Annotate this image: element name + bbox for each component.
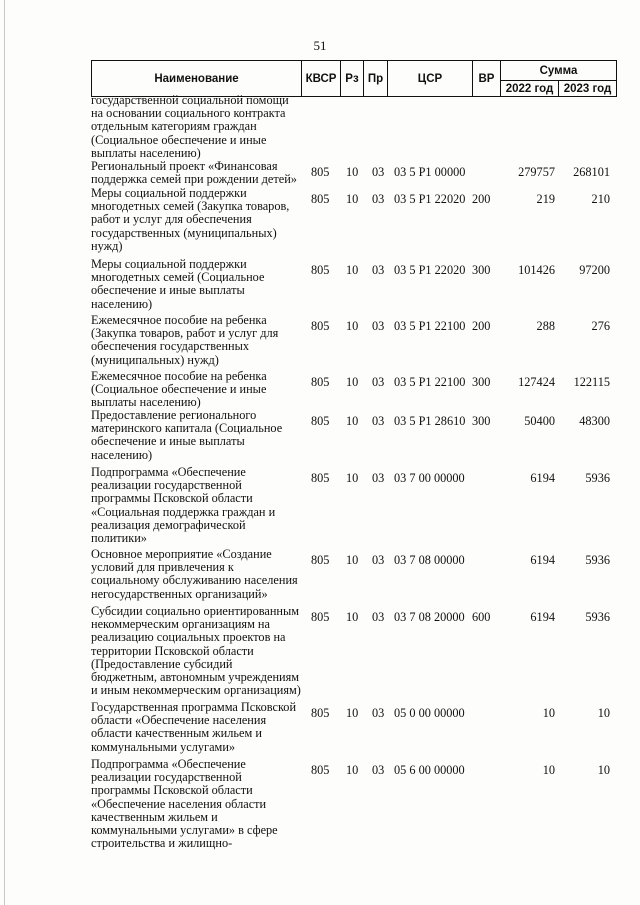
- row-name-line: Подпрограмма «Обеспечение: [91, 757, 246, 771]
- row-name-line: политики»: [91, 531, 147, 546]
- cell-vr: 200: [472, 192, 491, 206]
- row-name: [91, 187, 299, 253]
- row-name: [91, 160, 299, 186]
- cell-rz: 10: [346, 553, 359, 567]
- cell-rz: 10: [346, 763, 359, 777]
- cell-s2022: 101426: [518, 263, 555, 277]
- page-number: 51: [313, 38, 327, 53]
- row-name-line: реализации государственной: [91, 478, 242, 493]
- cell-rz: 10: [346, 319, 359, 333]
- row-name-line: программы Псковской области: [91, 783, 253, 798]
- row-name-line: государственных (муниципальных): [91, 225, 277, 240]
- row-name-line: Субсидии социально ориентированным: [91, 604, 300, 618]
- cell-csr: 05 0 00 00000: [394, 706, 465, 720]
- header-2022: 2022 год: [500, 80, 559, 97]
- cell-kvsr: 805: [311, 763, 330, 777]
- row-name-line: территории Псковской области: [91, 643, 254, 658]
- row-name-line: реализация демографической: [91, 517, 246, 532]
- row-name: [91, 466, 299, 545]
- cell-pr: 03: [372, 375, 385, 389]
- row-name-line: Ежемесячное пособие на ребенка: [91, 313, 267, 327]
- cell-s2023: 276: [591, 319, 610, 333]
- cell-s2023: 5936: [585, 471, 610, 485]
- row-name-line: обеспечение и иные выплаты: [91, 283, 245, 298]
- row-name-line: государственной социальной помощи: [91, 93, 289, 107]
- row-name: [91, 701, 299, 754]
- cell-csr: 03 5 Р1 22020: [394, 263, 466, 277]
- row-name: [91, 758, 299, 850]
- cell-pr: 03: [372, 263, 385, 277]
- header-2023: 2023 год: [558, 80, 617, 97]
- row-name-line: Государственная программа Псковской: [91, 700, 297, 714]
- cell-pr: 03: [372, 610, 385, 624]
- cell-vr: 300: [472, 414, 491, 428]
- row-name-line: негосударственных организаций»: [91, 586, 268, 601]
- header-sum: Сумма: [500, 60, 617, 81]
- cell-s2022: 50400: [524, 414, 555, 428]
- cell-s2022: 6194: [530, 553, 555, 567]
- row-name-line: населению): [91, 447, 153, 462]
- cell-csr: 03 7 08 00000: [394, 553, 465, 567]
- row-name-line: Предоставление регионального: [91, 408, 257, 422]
- cell-kvsr: 805: [311, 553, 330, 567]
- row-name-line: на основании социального контракта: [91, 106, 286, 121]
- row-name-line: многодетных семей (Закупка товаров,: [91, 199, 290, 214]
- cell-kvsr: 805: [311, 471, 330, 485]
- cell-rz: 10: [346, 414, 359, 428]
- row-name-line: «Социальная поддержка граждан и: [91, 504, 276, 519]
- cell-pr: 03: [372, 192, 385, 206]
- cell-csr: 03 7 08 20000: [394, 610, 465, 624]
- cell-s2023: 5936: [585, 553, 610, 567]
- cell-rz: 10: [346, 471, 359, 485]
- cell-pr: 03: [372, 319, 385, 333]
- row-name-line: строительства и жилищно-: [91, 836, 233, 851]
- cell-kvsr: 805: [311, 165, 330, 179]
- row-name-line: «Обеспечение населения области: [91, 796, 267, 811]
- cell-rz: 10: [346, 706, 359, 720]
- cell-pr: 03: [372, 553, 385, 567]
- cell-rz: 10: [346, 192, 359, 206]
- cell-s2023: 10: [597, 706, 610, 720]
- cell-csr: 05 6 00 00000: [394, 763, 465, 777]
- cell-csr: 03 5 Р1 28610: [394, 414, 466, 428]
- cell-s2023: 5936: [585, 610, 610, 624]
- header-csr: ЦСР: [387, 60, 473, 97]
- row-name-line: некоммерческим организациям на: [91, 617, 270, 632]
- row-name-line: Ежемесячное пособие на ребенка: [91, 369, 267, 383]
- cell-rz: 10: [346, 375, 359, 389]
- row-name-line: условий для привлечения к: [91, 560, 234, 575]
- row-name-line: реализации государственной: [91, 770, 242, 785]
- cell-s2023: 122115: [573, 375, 610, 389]
- row-name-line: работ и услуг для обеспечения: [91, 212, 252, 227]
- row-name: [91, 258, 299, 311]
- cell-kvsr: 805: [311, 375, 330, 389]
- cell-kvsr: 805: [311, 706, 330, 720]
- row-name-line: и иным некоммерческим организациям): [91, 683, 301, 698]
- header-vr: ВР: [472, 60, 501, 97]
- row-name-line: выплаты населению): [91, 395, 201, 410]
- cell-s2022: 127424: [518, 375, 555, 389]
- row-name-line: (Предоставление субсидий: [91, 656, 233, 671]
- cell-rz: 10: [346, 610, 359, 624]
- cell-s2022: 288: [536, 319, 555, 333]
- header-kvsr: КВСР: [301, 60, 341, 97]
- cell-rz: 10: [346, 263, 359, 277]
- row-name: [91, 409, 299, 462]
- row-name-line: коммунальными услугами» в сфере: [91, 823, 278, 838]
- header-rz: Рз: [340, 60, 364, 97]
- row-name-line: бюджетным, автономным учреждениям: [91, 670, 300, 685]
- cell-pr: 03: [372, 763, 385, 777]
- row-name: [91, 370, 299, 410]
- cell-csr: 03 5 Р1 22020: [394, 192, 466, 206]
- cell-s2022: 6194: [530, 471, 555, 485]
- row-name-line: нужд): [91, 238, 123, 253]
- row-name-line: (Социальное обеспечение и иные: [91, 382, 267, 397]
- row-name: [91, 605, 299, 697]
- row-name-line: области качественным жильем и: [91, 726, 262, 741]
- row-name: [91, 548, 299, 601]
- cell-kvsr: 805: [311, 263, 330, 277]
- cell-pr: 03: [372, 165, 385, 179]
- cell-s2023: 210: [591, 192, 610, 206]
- cell-rz: 10: [346, 165, 359, 179]
- row-name-line: населению): [91, 296, 153, 311]
- cell-pr: 03: [372, 471, 385, 485]
- cell-vr: 600: [472, 610, 491, 624]
- cell-csr: 03 5 Р1 00000: [394, 165, 466, 179]
- row-name-line: реализацию социальных проектов на: [91, 630, 286, 645]
- row-name-line: (Социальное обеспечение и иные: [91, 132, 267, 147]
- row-name-line: качественным жильем и: [91, 809, 218, 824]
- row-name-line: коммунальными услугами»: [91, 739, 236, 754]
- cell-kvsr: 805: [311, 414, 330, 428]
- row-name: [91, 314, 299, 367]
- row-name: [91, 94, 299, 160]
- cell-vr: 200: [472, 319, 491, 333]
- cell-csr: 03 7 00 00000: [394, 471, 465, 485]
- row-name-line: Региональный проект «Финансовая: [91, 159, 278, 173]
- cell-s2022: 219: [536, 192, 555, 206]
- header-name: Наименование: [91, 60, 302, 97]
- cell-vr: 300: [472, 375, 491, 389]
- header-pr: Пр: [363, 60, 388, 97]
- row-name-line: программы Псковской области: [91, 491, 253, 506]
- row-name-line: Меры социальной поддержки: [91, 257, 247, 271]
- row-name-line: Подпрограмма «Обеспечение: [91, 465, 246, 479]
- cell-s2022: 279757: [518, 165, 555, 179]
- row-name-line: (муниципальных) нужд): [91, 352, 219, 367]
- row-name-line: (Закупка товаров, работ и услуг для: [91, 326, 279, 341]
- cell-s2022: 6194: [530, 610, 555, 624]
- row-name-line: социальному обслуживанию населения: [91, 573, 298, 588]
- cell-pr: 03: [372, 706, 385, 720]
- row-name-line: многодетных семей (Социальное: [91, 270, 265, 285]
- row-name-line: поддержка семей при рождении детей»: [91, 172, 297, 187]
- scan-edge-line: [4, 0, 5, 905]
- cell-vr: 300: [472, 263, 491, 277]
- cell-kvsr: 805: [311, 610, 330, 624]
- cell-s2023: 268101: [573, 165, 610, 179]
- row-name-line: обеспечения государственных: [91, 339, 250, 354]
- row-name-line: материнского капитала (Социальное: [91, 421, 283, 436]
- row-name-line: Меры социальной поддержки: [91, 186, 247, 200]
- cell-s2023: 97200: [579, 263, 610, 277]
- cell-s2023: 48300: [579, 414, 610, 428]
- cell-s2022: 10: [542, 706, 555, 720]
- row-name-line: обеспечение и иные выплаты: [91, 434, 245, 449]
- cell-s2022: 10: [542, 763, 555, 777]
- cell-csr: 03 5 Р1 22100: [394, 375, 466, 389]
- row-name-line: Основное мероприятие «Создание: [91, 547, 272, 561]
- row-name-line: отдельным категориям граждан: [91, 119, 257, 134]
- cell-csr: 03 5 Р1 22100: [394, 319, 466, 333]
- cell-kvsr: 805: [311, 192, 330, 206]
- cell-s2023: 10: [597, 763, 610, 777]
- cell-pr: 03: [372, 414, 385, 428]
- row-name-line: области «Обеспечение населения: [91, 713, 267, 728]
- row-name-line: выплаты населению): [91, 145, 201, 160]
- cell-kvsr: 805: [311, 319, 330, 333]
